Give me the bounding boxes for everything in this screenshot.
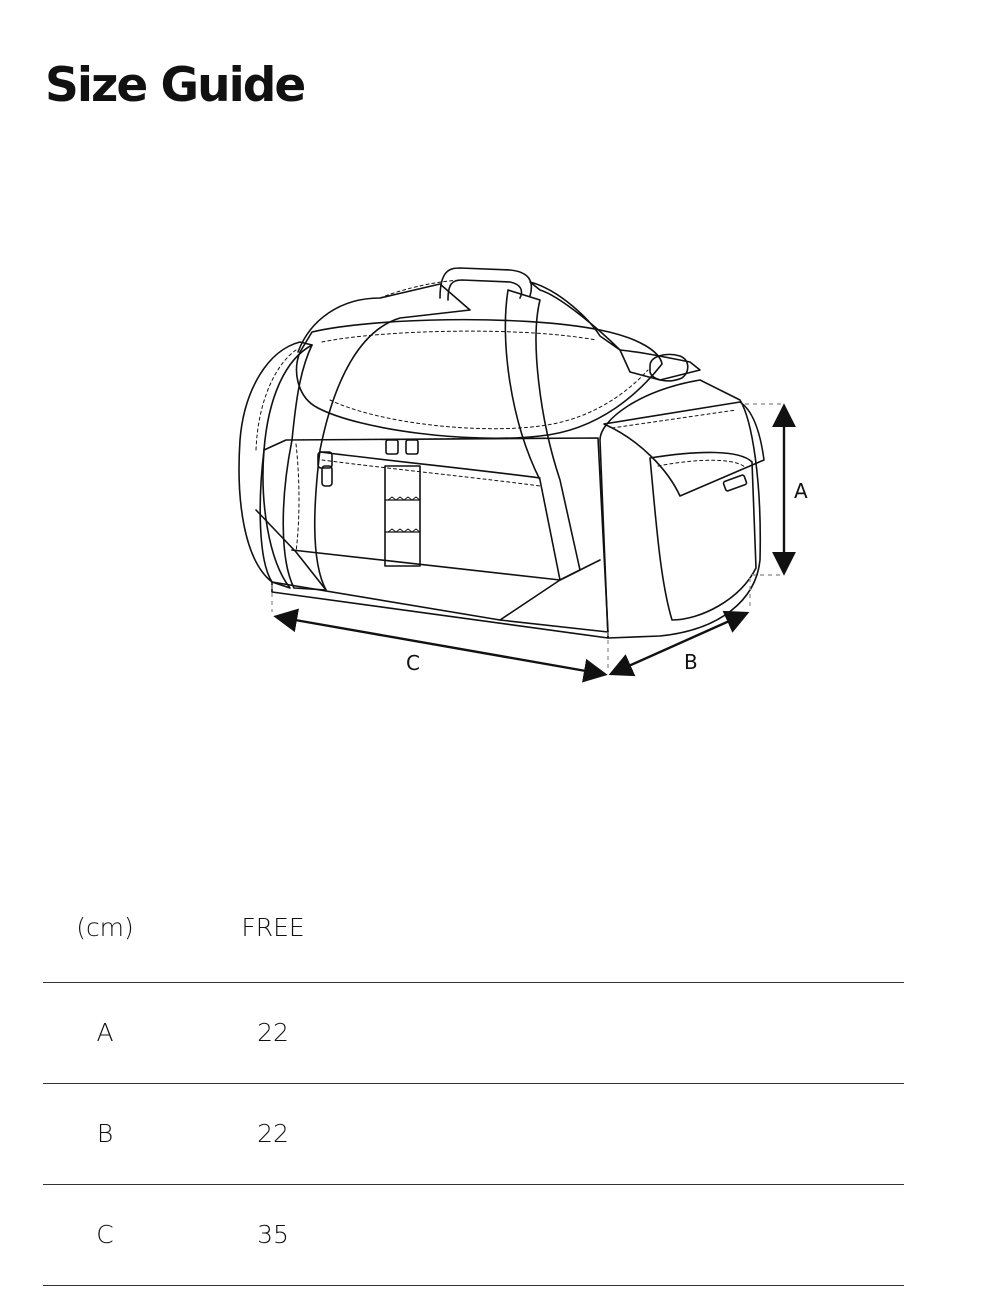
row-label: C — [96, 1220, 114, 1249]
page-title: Size Guide — [45, 58, 305, 113]
size-header: FREE — [241, 913, 305, 942]
row-value: 22 — [257, 1119, 289, 1148]
duffel-bag-illustration — [239, 268, 764, 638]
table-row — [43, 983, 904, 1084]
row-label: A — [96, 1018, 114, 1047]
size-table — [43, 882, 904, 1286]
dimension-label-b: B — [684, 650, 698, 674]
table-row — [43, 1185, 904, 1286]
dimension-label-a: A — [794, 479, 808, 503]
row-label: B — [96, 1119, 114, 1148]
dimension-arrow-b — [613, 614, 745, 673]
dimension-label-c: C — [406, 651, 420, 675]
table-header-row — [43, 882, 904, 983]
table-row — [43, 1084, 904, 1185]
row-value: 22 — [257, 1018, 289, 1047]
row-value: 35 — [257, 1220, 289, 1249]
unit-header: (cm) — [76, 913, 134, 942]
